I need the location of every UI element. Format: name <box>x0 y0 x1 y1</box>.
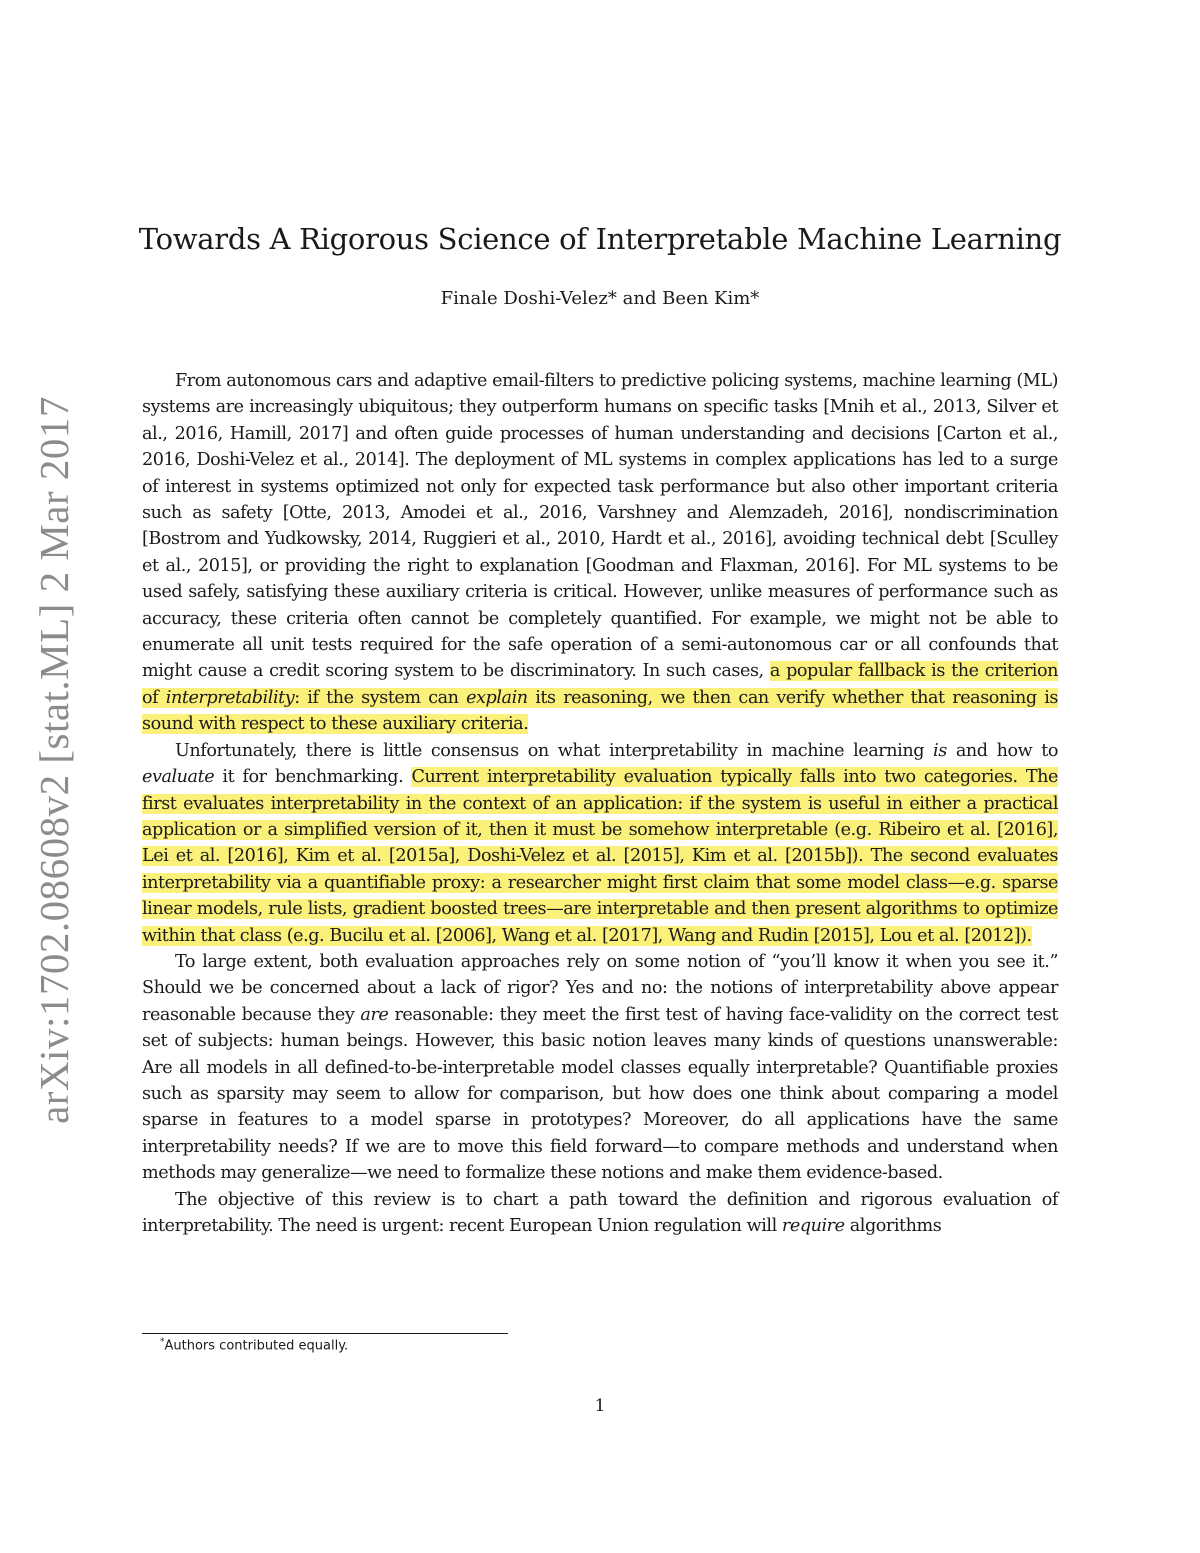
paragraph-1 <box>142 368 1058 738</box>
highlight-1-text-c: its reasoning, we then can verify whether that reasoning is sound with respect to these auxiliary criteria. <box>142 687 1059 735</box>
paper-authors: Finale Doshi-Velez* and Been Kim* <box>440 288 760 309</box>
paragraph-2 <box>142 738 1058 949</box>
emphasis-evaluate: evaluate <box>142 767 215 788</box>
page-number: 1 <box>594 1396 606 1416</box>
paragraph-3 <box>142 949 1058 1187</box>
emphasis-are: are <box>360 1004 389 1025</box>
emphasis-interpretability: interpretability <box>165 687 295 708</box>
highlight-1-text-a: a popular fallback is the criterion of <box>142 661 1058 708</box>
paragraph-3-text-a: To large extent, both evaluation approaches rely on some notion of “you’ll know it when you see it.” Should we be concerned about a lack of rigor? Yes and no: the notions of interpretability above appear reasonable because they <box>142 951 1058 1025</box>
paragraph-2-text-c: it for benchmarking. <box>214 767 412 788</box>
emphasis-require: require <box>781 1216 845 1236</box>
paragraph-1-text: From autonomous cars and adaptive email-filters to predictive policing systems, machine learning (ML) systems are increasingly ubiquitous; they outperform humans on specific tasks [Mnih et al., 2013, Silver et al., 2016, Hamill, 2017] and often guide processes of human understanding and decisions [Carton et al., 2016, Doshi-Velez et al., 2014]. The deployment of ML systems in complex applications has led to a surge of interest in systems optimized not only for expected task performance but also other important criteria such as safety [Otte, 2013, Amodei et al., 2016, Varshney and Alemzadeh, 2016], nondiscrimination [Bostrom and Yudkowsky, 2014, Ruggieri et al., 2010, Hardt et al., 2016], avoiding technical debt [Sculley et al., 2015], or providing the right to explanation [Goodman and Flaxman, 2016]. For ML systems to be used safely, satisfying these auxiliary criteria is critical. However, unlike measures of performance such as accuracy, these criteria often cannot be completely quantified. For example, we might not be able to enumerate all unit tests required for the safe operation of a semi-autonomous car or all confounds that might cause a credit scoring system to be discriminatory. In such cases, <box>142 371 1058 682</box>
paragraph-4-text-b: algorithms <box>844 1216 942 1236</box>
paragraph-2-text-a: Unfortunately, there is little consensus on what interpretability in machine learning <box>175 740 934 761</box>
highlighted-passage-2: Current interpretability evaluation typically falls into two categories. The first evaluates interpretability in the context of an application: if the system is useful in either a practical application or a simplified version of it, then it must be somehow interpretable (e.g. Ribeiro et al. [2016], Lei et al. [2016], Kim et al. [2015a], Doshi-Velez et al. [2015], Kim et al. [2015b]). The second evaluates interpretability via a quantifiable proxy: a researcher might first claim that some model class—e.g. sparse linear models, rule lists, gradient boosted trees—are interpretable and then present algorithms to optimize within that class (e.g. Bucilu et al. [2006], Wang et al. [2017], Wang and Rudin [2015], Lou et al. [2012]). <box>142 767 1058 946</box>
footnote-text: Authors contributed equally. <box>164 1338 349 1354</box>
highlight-1-text-b: : if the system can <box>294 687 467 708</box>
emphasis-explain: explain <box>466 687 528 708</box>
paragraph-2-text-b: and how to <box>946 740 1059 761</box>
paragraph-3-text-b: reasonable: they meet the first test of having face-validity on the correct test set of subjects: human beings. However, this basic notion leaves many kinds of questions unanswerable: Are all models in all defined-to-be-interpretable model classes equally interpretable? Quantifiable proxies such as sparsity may seem to allow for comparison, but how does one think about comparing a model sparse in features to a model sparse in prototypes? Moreover, do all applications have the same interpretability needs? If we are to move this field forward—to compare methods and understand when methods may generalize—we need to formalize these notions and make them evidence-based. <box>142 1004 1059 1184</box>
paper-title: Towards A Rigorous Science of Interpretable Machine Learning <box>138 222 1062 256</box>
arxiv-identifier-stamp: arXiv:1702.08608v2 [stat.ML] 2 Mar 2017 <box>31 396 77 1124</box>
footnote <box>160 1337 348 1353</box>
paragraph-4 <box>142 1187 1058 1240</box>
emphasis-is: is <box>933 740 947 761</box>
footnote-mark: * <box>160 1337 165 1347</box>
paper-body <box>142 368 1058 1239</box>
paragraph-4-text-a: The objective of this review is to chart a path toward the definition and rigorous evaluation of interpretability. The need is urgent: recent European Union regulation will <box>142 1189 1058 1236</box>
footnote-divider <box>142 1333 508 1334</box>
